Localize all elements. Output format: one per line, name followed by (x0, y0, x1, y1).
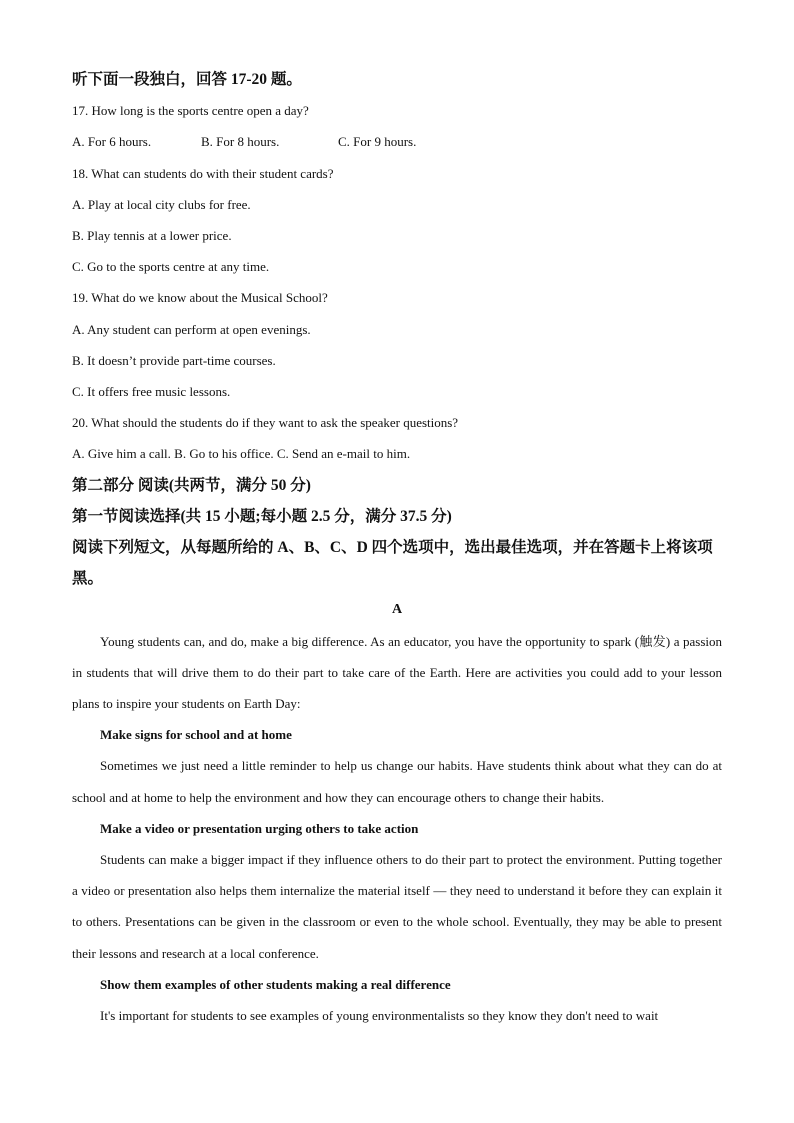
section-title: 第一节阅读选择(共 15 小题;每小题 2.5 分，满分 37.5 分) (72, 507, 452, 525)
paragraph: Students can make a bigger impact if they influence others to do their part to protect the environment. Putting together a video or presentation also helps them internalize the material itself — they need to understand it before they can explain it to others. Presentations can be given in the classroom or even to the whole school. Eventually, they may be able to present their lessons and research at a local conference. (72, 852, 722, 961)
option-c: C. It offers free music lessons. (72, 384, 231, 400)
question-18: 18. What can students do with their student cards? (72, 165, 334, 181)
paragraph: It's important for students to see examples of young environmentalists so they know they don't need to wait (100, 1008, 659, 1024)
question-17-options (72, 126, 722, 157)
option-a: A. For 6 hours. (72, 134, 152, 150)
document-page (72, 64, 722, 1031)
question-19: 19. What do we know about the Musical School? (72, 290, 328, 306)
option-a: A. Play at local city clubs for free. (72, 196, 251, 212)
option-c: C. For 9 hours. (338, 134, 417, 150)
option-c: C. Go to the sports centre at any time. (72, 259, 270, 275)
option-b: B. For 8 hours. (201, 134, 280, 150)
listening-intro: 听下面一段独白，回答 17-20 题。 (72, 71, 302, 88)
question-17: 17. How long is the sports centre open a day? (72, 103, 309, 119)
passage-label: A (391, 602, 403, 618)
part-title: 第二部分 阅读(共两节，满分 50 分) (72, 476, 311, 494)
reading-instruction: 阅读下列短文，从每题所给的 A、B、C、D 四个选项中，选出最佳选项，并在答题卡上将该项黑。 (72, 539, 713, 588)
option-a: A. Any student can perform at open evenings. (72, 321, 311, 337)
subheading: Make a video or presentation urging others to take action (100, 820, 419, 836)
option-b: B. Play tennis at a lower price. (72, 228, 232, 244)
option-b: B. It doesn’t provide part-time courses. (72, 352, 276, 368)
question-20: 20. What should the students do if they want to ask the speaker questions? (72, 415, 459, 431)
paragraph: Young students can, and do, make a big difference. As an educator, you have the opportunity to spark (触发) a passion in students that will drive them to do their part to take care of the Earth. Here are activities you could add to your lesson plans to inspire your students on Earth Day: (72, 633, 722, 712)
subheading: Make signs for school and at home (100, 727, 292, 743)
subheading: Show them examples of other students making a real difference (100, 976, 451, 992)
paragraph: Sometimes we just need a little reminder to help us change our habits. Have students think about what they can do at school and at home to help the environment and how they can encourage others to change their habits. (72, 758, 722, 805)
question-20-options: A. Give him a call. B. Go to his office. C. Send an e-mail to him. (72, 446, 411, 462)
